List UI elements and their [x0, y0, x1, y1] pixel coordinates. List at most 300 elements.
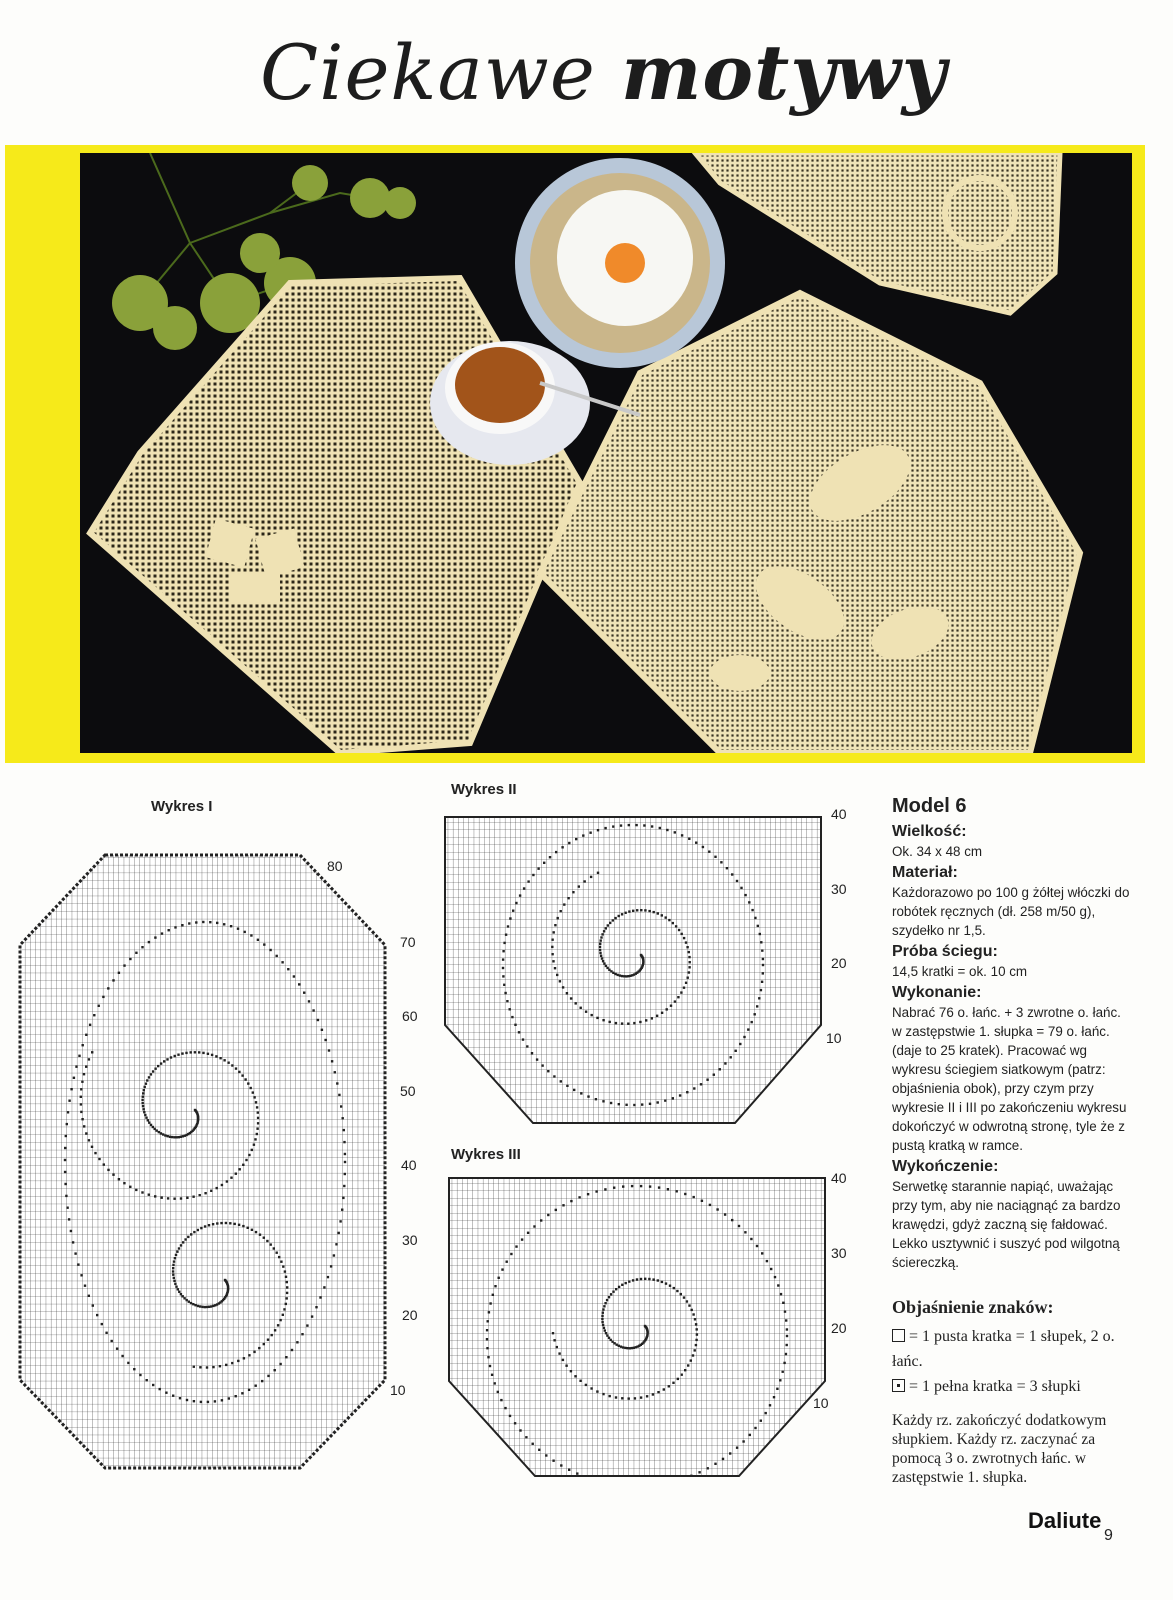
- filled-stitch: [486, 1329, 488, 1331]
- filled-stitch: [762, 964, 764, 966]
- filled-stitch: [192, 1303, 194, 1305]
- filled-stitch: [578, 1196, 580, 1198]
- filled-stitch: [643, 824, 645, 826]
- filled-stitch: [761, 1252, 763, 1254]
- filled-stitch: [509, 1008, 511, 1010]
- filled-stitch: [750, 1238, 752, 1240]
- filled-stitch: [625, 1104, 627, 1106]
- filled-stitch: [600, 936, 602, 938]
- making-heading: Wykonanie:: [892, 984, 982, 1001]
- filled-stitch: [70, 1230, 72, 1232]
- filled-stitch: [190, 1233, 192, 1235]
- filled-stitch: [579, 1380, 581, 1382]
- filled-stitch: [627, 975, 629, 977]
- filled-stitch: [625, 1282, 627, 1284]
- chart1-tick-20: 20: [402, 1307, 418, 1323]
- filled-stitch: [674, 1000, 676, 1002]
- filled-stitch: [202, 1052, 204, 1054]
- filled-stitch: [193, 1400, 195, 1402]
- filled-stitch: [253, 1096, 255, 1098]
- filled-stitch: [693, 1196, 695, 1198]
- filled-stitch: [693, 1087, 695, 1089]
- filled-stitch: [112, 1174, 114, 1176]
- filled-stitch: [226, 1180, 228, 1182]
- filled-stitch: [748, 901, 750, 903]
- filled-stitch: [751, 909, 753, 911]
- filled-stitch: [121, 1355, 123, 1357]
- filled-stitch: [605, 927, 607, 929]
- filled-stitch: [212, 1366, 214, 1368]
- filled-stitch: [221, 1399, 223, 1401]
- filled-stitch: [688, 951, 690, 953]
- filled-stitch: [80, 1111, 82, 1113]
- filled-stitch: [255, 1101, 257, 1103]
- filled-stitch: [677, 1378, 679, 1380]
- filled-stitch: [547, 1214, 549, 1216]
- filled-stitch: [622, 1185, 624, 1187]
- filled-stitch: [231, 1362, 233, 1364]
- filled-stitch: [552, 960, 554, 962]
- filled-stitch: [173, 1280, 175, 1282]
- photo-frame: [5, 145, 1145, 763]
- filled-stitch: [736, 880, 738, 882]
- chart1-tick-30: 30: [402, 1232, 418, 1248]
- filled-stitch: [174, 1283, 176, 1285]
- filled-stitch: [631, 1347, 633, 1349]
- filled-stitch: [619, 974, 621, 976]
- filled-stitch: [251, 1149, 253, 1151]
- filled-stitch: [557, 917, 559, 919]
- chart3-tick-40: 40: [831, 1170, 847, 1186]
- filled-stitch: [334, 1071, 336, 1073]
- filled-stitch: [257, 1111, 259, 1113]
- filled-stitch: [665, 916, 667, 918]
- filled-stitch: [536, 1058, 538, 1060]
- filled-stitch: [514, 1422, 516, 1424]
- filled-stitch: [285, 1276, 287, 1278]
- filled-stitch: [72, 1241, 74, 1243]
- filled-stitch: [96, 1314, 98, 1316]
- filled-stitch: [645, 1019, 647, 1021]
- filled-stitch: [333, 1254, 335, 1256]
- filled-stitch: [135, 952, 137, 954]
- filled-stitch: [635, 824, 637, 826]
- filled-stitch: [724, 1062, 726, 1064]
- filled-stitch: [724, 1213, 726, 1215]
- filled-stitch: [161, 932, 163, 934]
- filled-stitch: [186, 1197, 188, 1199]
- filled-stitch: [152, 1126, 154, 1128]
- size-text: Ok. 34 x 48 cm: [892, 844, 983, 859]
- chart3-grid: [447, 1176, 827, 1481]
- filled-stitch: [199, 1194, 201, 1196]
- filled-stitch: [250, 1087, 252, 1089]
- filled-stitch: [739, 1043, 741, 1045]
- filled-stitch: [769, 1404, 771, 1406]
- filled-stitch: [666, 1008, 668, 1010]
- filled-stitch: [157, 1065, 159, 1067]
- filled-stitch: [269, 949, 271, 951]
- chart2-label: Wykres II: [451, 781, 517, 798]
- filled-stitch: [311, 1315, 313, 1317]
- filled-stitch: [142, 1092, 144, 1094]
- filled-stitch: [242, 1164, 244, 1166]
- filled-stitch: [92, 1304, 94, 1306]
- filled-stitch: [247, 1227, 249, 1229]
- filled-stitch: [580, 1007, 582, 1009]
- filled-stitch: [254, 1138, 256, 1140]
- filled-stitch: [154, 936, 156, 938]
- filled-stitch: [589, 832, 591, 834]
- size-heading: Wielkość:: [892, 823, 967, 840]
- filled-stitch: [684, 1193, 686, 1195]
- filled-stitch: [556, 974, 558, 976]
- filled-stitch: [184, 1238, 186, 1240]
- filled-stitch: [628, 1397, 630, 1399]
- filled-stitch: [761, 949, 763, 951]
- filled-stitch: [620, 824, 622, 826]
- filled-stitch: [651, 825, 653, 827]
- filled-stitch: [608, 1296, 610, 1298]
- filled-stitch: [101, 1323, 103, 1325]
- filled-stitch: [620, 1346, 622, 1348]
- filled-stitch: [188, 1301, 190, 1303]
- filled-stitch: [317, 1019, 319, 1021]
- filled-stitch: [173, 1277, 175, 1279]
- filled-stitch: [549, 856, 551, 858]
- filled-stitch: [573, 1089, 575, 1091]
- filled-stitch: [758, 997, 760, 999]
- filled-stitch: [227, 1062, 229, 1064]
- filled-stitch: [618, 1103, 620, 1105]
- filled-stitch: [225, 1222, 227, 1224]
- filled-stitch: [686, 1091, 688, 1093]
- filled-stitch: [280, 1261, 282, 1263]
- filled-stitch: [111, 1340, 113, 1342]
- filled-stitch: [551, 953, 553, 955]
- symbol-legend: [892, 1295, 1132, 1487]
- filled-stitch: [621, 913, 623, 915]
- filled-stitch: [543, 862, 545, 864]
- filled-stitch: [492, 1294, 494, 1296]
- filled-stitch: [560, 1464, 562, 1466]
- filled-stitch: [497, 1391, 499, 1393]
- filled-stitch: [634, 1397, 636, 1399]
- filled-stitch: [144, 1086, 146, 1088]
- filled-stitch: [173, 1198, 175, 1200]
- filled-stitch: [604, 827, 606, 829]
- filled-stitch: [283, 1308, 285, 1310]
- filled-stitch: [142, 1108, 144, 1110]
- filled-stitch: [274, 1329, 276, 1331]
- filled-stitch: [230, 925, 232, 927]
- filled-stitch: [615, 1396, 617, 1398]
- filled-stitch: [67, 1111, 69, 1113]
- filled-stitch: [74, 1252, 76, 1254]
- plate: [515, 158, 725, 368]
- filled-stitch: [285, 1356, 287, 1358]
- filled-stitch: [315, 1306, 317, 1308]
- filled-stitch: [324, 1039, 326, 1041]
- filled-stitch: [560, 1080, 562, 1082]
- filled-stitch: [614, 917, 616, 919]
- filled-stitch: [602, 1019, 604, 1021]
- title-part1: Ciekawe: [260, 28, 596, 117]
- filled-stitch: [668, 1385, 670, 1387]
- filled-stitch: [207, 1053, 209, 1055]
- filled-stitch: [166, 1058, 168, 1060]
- filled-stitch: [267, 1375, 269, 1377]
- filled-stitch: [192, 1196, 194, 1198]
- filled-stitch: [565, 1365, 567, 1367]
- filled-stitch: [515, 902, 517, 904]
- instructions-panel: [892, 793, 1132, 1273]
- filled-stitch: [194, 1304, 196, 1306]
- filled-stitch: [190, 1302, 192, 1304]
- filled-stitch: [603, 1327, 605, 1329]
- filled-stitch: [182, 1295, 184, 1297]
- filled-stitch: [688, 838, 690, 840]
- filled-stitch: [123, 1182, 125, 1184]
- filled-stitch: [301, 1333, 303, 1335]
- filled-stitch: [574, 1375, 576, 1377]
- filled-stitch: [172, 1270, 174, 1272]
- filled-stitch: [729, 1452, 731, 1454]
- filled-stitch: [257, 1117, 259, 1119]
- legend-empty-row: [892, 1324, 1132, 1374]
- filled-stitch: [75, 1066, 77, 1068]
- filled-stitch: [695, 1339, 697, 1341]
- filled-stitch: [552, 1332, 554, 1334]
- filled-stitch: [234, 1223, 236, 1225]
- filled-stitch: [783, 1362, 785, 1364]
- filled-stitch: [94, 1152, 96, 1154]
- filled-stitch: [263, 1343, 265, 1345]
- filled-stitch: [342, 1197, 344, 1199]
- filled-stitch: [199, 1366, 201, 1368]
- filled-stitch: [243, 1357, 245, 1359]
- filled-stitch: [691, 1309, 693, 1311]
- filled-stitch: [563, 903, 565, 905]
- filled-stitch: [204, 1306, 206, 1308]
- filled-stitch: [144, 1114, 146, 1116]
- filled-stitch: [509, 917, 511, 919]
- filled-stitch: [624, 1347, 626, 1349]
- filled-stitch: [91, 1146, 93, 1148]
- filled-stitch: [568, 1469, 570, 1471]
- filled-stitch: [159, 1388, 161, 1390]
- filled-stitch: [561, 846, 563, 848]
- filled-stitch: [123, 964, 125, 966]
- filled-stitch: [696, 1333, 698, 1335]
- filled-stitch: [91, 1051, 93, 1053]
- filled-stitch: [610, 1339, 612, 1341]
- filled-stitch: [287, 968, 289, 970]
- filled-stitch: [609, 1021, 611, 1023]
- filled-stitch: [673, 1287, 675, 1289]
- filled-stitch: [780, 1293, 782, 1295]
- filled-stitch: [202, 921, 204, 923]
- filled-stitch: [664, 1099, 666, 1101]
- filled-stitch: [257, 939, 259, 941]
- filled-stitch: [77, 1263, 79, 1265]
- filled-stitch: [695, 1323, 697, 1325]
- filled-stitch: [212, 1305, 214, 1307]
- filled-stitch: [684, 1369, 686, 1371]
- filled-stitch: [663, 1388, 665, 1390]
- filled-stitch: [279, 1363, 281, 1365]
- filled-stitch: [716, 1208, 718, 1210]
- filled-stitch: [133, 1368, 135, 1370]
- filled-stitch: [695, 1344, 697, 1346]
- filled-stitch: [555, 851, 557, 853]
- filled-stitch: [600, 955, 602, 957]
- filled-stitch: [779, 1379, 781, 1381]
- filled-stitch: [762, 958, 764, 960]
- filled-stitch: [486, 1347, 488, 1349]
- filled-stitch: [603, 962, 605, 964]
- filled-stitch: [247, 1082, 249, 1084]
- filled-stitch: [644, 909, 646, 911]
- filled-stitch: [507, 925, 509, 927]
- filled-stitch: [560, 910, 562, 912]
- filled-stitch: [494, 1382, 496, 1384]
- filled-stitch: [668, 919, 670, 921]
- filled-stitch: [766, 1260, 768, 1262]
- filled-stitch: [682, 1478, 684, 1480]
- filled-stitch: [167, 1197, 169, 1199]
- filled-stitch: [261, 1380, 263, 1382]
- filled-stitch: [688, 956, 690, 958]
- filled-stitch: [338, 1094, 340, 1096]
- filled-stitch: [698, 1471, 700, 1473]
- filled-stitch: [743, 1036, 745, 1038]
- filled-stitch: [661, 1012, 663, 1014]
- filled-stitch: [230, 1177, 232, 1179]
- filled-stitch: [648, 910, 650, 912]
- filled-stitch: [171, 1136, 173, 1138]
- filled-stitch: [180, 1136, 182, 1138]
- filled-stitch: [336, 1082, 338, 1084]
- filled-stitch: [677, 996, 679, 998]
- filled-stitch: [623, 975, 625, 977]
- filled-stitch: [215, 1055, 217, 1057]
- filled-stitch: [628, 1280, 630, 1282]
- filled-stitch: [756, 1005, 758, 1007]
- filled-stitch: [343, 1129, 345, 1131]
- filled-stitch: [754, 1013, 756, 1015]
- filled-stitch: [600, 939, 602, 941]
- filled-stitch: [161, 1197, 163, 1199]
- filled-stitch: [596, 1390, 598, 1392]
- filled-stitch: [303, 992, 305, 994]
- legend-empty-text: = 1 pusta kratka = 1 słupek, 2 o. łańc.: [892, 1328, 1115, 1370]
- filled-stitch: [270, 1243, 272, 1245]
- filled-stitch: [129, 1186, 131, 1188]
- filled-stitch: [616, 1344, 618, 1346]
- chart2-tick-20: 20: [831, 955, 847, 971]
- filled-stitch: [707, 1467, 709, 1469]
- filled-stitch: [604, 1329, 606, 1331]
- filled-stitch: [135, 1189, 137, 1191]
- filled-stitch: [651, 1017, 653, 1019]
- filled-stitch: [148, 1122, 150, 1124]
- filled-stitch: [580, 1092, 582, 1094]
- filled-stitch: [127, 1362, 129, 1364]
- filled-stitch: [562, 986, 564, 988]
- filled-stitch: [223, 923, 225, 925]
- filled-stitch: [83, 1125, 85, 1127]
- filled-stitch: [167, 1135, 169, 1137]
- filled-stitch: [293, 975, 295, 977]
- page-title: [260, 18, 947, 128]
- filled-stitch: [220, 1222, 222, 1224]
- filled-stitch: [515, 1245, 517, 1247]
- filled-stitch: [250, 934, 252, 936]
- filled-stitch: [201, 1306, 203, 1308]
- filled-stitch: [245, 1159, 247, 1161]
- filled-stitch: [566, 1085, 568, 1087]
- filled-stitch: [559, 980, 561, 982]
- filled-stitch: [760, 989, 762, 991]
- filled-stitch: [70, 1088, 72, 1090]
- filled-stitch: [553, 1339, 555, 1341]
- filled-stitch: [489, 1365, 491, 1367]
- filled-stitch: [646, 1395, 648, 1397]
- filled-stitch: [219, 1057, 221, 1059]
- filled-stitch: [338, 1232, 340, 1234]
- filled-stitch: [609, 1395, 611, 1397]
- filled-stitch: [281, 961, 283, 963]
- filled-stitch: [98, 1158, 100, 1160]
- filled-stitch: [198, 1051, 200, 1053]
- filled-stitch: [640, 909, 642, 911]
- filled-stitch: [639, 1021, 641, 1023]
- filled-stitch: [85, 1034, 87, 1036]
- chart2-tick-40: 40: [831, 806, 847, 822]
- filled-stitch: [599, 946, 601, 948]
- filled-stitch: [175, 1286, 177, 1288]
- filled-stitch: [145, 1083, 147, 1085]
- filled-stitch: [593, 1479, 595, 1481]
- filled-stitch: [629, 1347, 631, 1349]
- filled-stitch: [754, 917, 756, 919]
- filled-stitch: [532, 1443, 534, 1445]
- filled-stitch: [206, 1366, 208, 1368]
- filled-stitch: [722, 1458, 724, 1460]
- filled-stitch: [597, 872, 599, 874]
- filled-stitch: [257, 1122, 259, 1124]
- filled-stitch: [64, 1183, 66, 1185]
- filled-stitch: [84, 1285, 86, 1287]
- filled-stitch: [181, 1052, 183, 1054]
- filled-stitch: [568, 842, 570, 844]
- filled-stitch: [609, 922, 611, 924]
- filled-square-icon: [892, 1379, 905, 1392]
- filled-stitch: [323, 1286, 325, 1288]
- filled-stitch: [229, 1222, 231, 1224]
- chart1-tick-40: 40: [401, 1157, 417, 1173]
- filled-stitch: [506, 1000, 508, 1002]
- filled-stitch: [570, 1200, 572, 1202]
- filled-stitch: [488, 1311, 490, 1313]
- filled-stitch: [554, 924, 556, 926]
- filled-stitch: [112, 979, 114, 981]
- filled-stitch: [331, 1060, 333, 1062]
- filled-stitch: [601, 1318, 603, 1320]
- filled-stitch: [107, 1169, 109, 1171]
- filled-stitch: [98, 1005, 100, 1007]
